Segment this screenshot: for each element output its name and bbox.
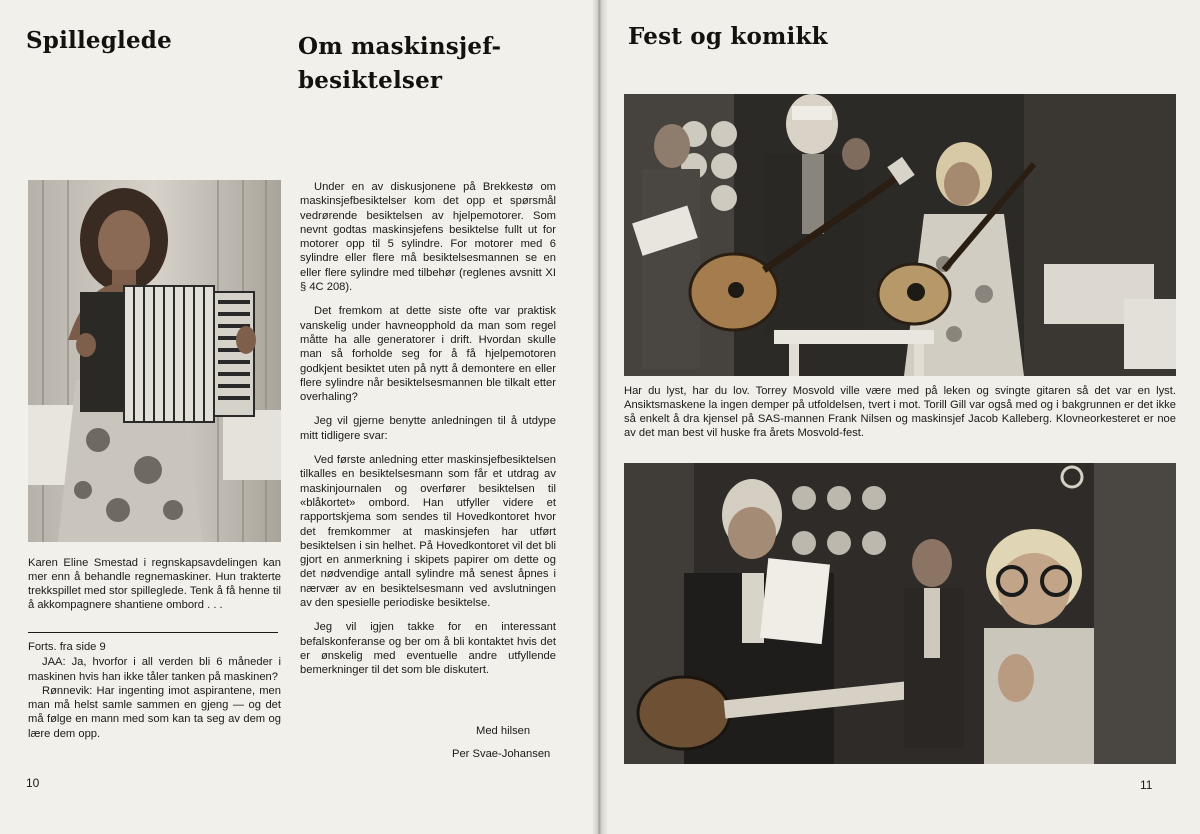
clown-masks-photo — [624, 463, 1176, 764]
article-paragraph-2: Det fremkom at dette siste ofte var praktisk vanskelig under havneopphold da man som regel måtte ha alle generatorer i drift. Hvordan skulle man så forholde seg for å få hjelpemotoren godkjent besiktet uten på nytt å demontere en eller flere sylindre når besiktelsesmannen ble tilkalt etter overhaling? — [300, 305, 556, 404]
guitar-photo-caption: Har du lyst, har du lov. Torrey Mosvold ville være med på leken og svingte gitaren så det var en lyst. Ansiktsmaskene la ingen demper på utfoldelsen, tvert i mot. Torill Gill var også med og i bakgrunnen er det ikke så enkelt å dra kjensel på SAS-mannen Frank Nilsen og maskinsjef Jacob Kalleberg. Klovneorkesteret er noe av det man best vil huske fra årets Mosvold-fest. — [624, 385, 1176, 439]
article-paragraph-1: Under en av diskusjonene på Brekkestø om maskinsjefbesiktelser kom det opp et spørsmål vedrørende besiktelsen av hjelpemotorer. Som nevnt godtas maskinsjefens besiktelse fullt ut for motorer opp til 5 sylindre. For motorer med 6 sylindre eller flere må besiktelsesmannen se en eller flere sylindre med tilbehør (reglenes avsnitt XI § 4C 208). — [300, 181, 556, 294]
continuation-divider — [28, 632, 278, 633]
clown-masks-illustration — [624, 463, 1176, 764]
headline-maskinsjef: Om maskinsjef-besiktelser — [298, 33, 502, 94]
headline-fest-og-komikk: Fest og komikk — [628, 23, 828, 50]
continuation-paragraph-1: JAA: Ja, hvorfor i all verden bli 6 måneder i maskinen hvis han ikke tåler tanken på maskinen? — [28, 656, 281, 683]
page-number-right: 11 — [1140, 778, 1153, 792]
accordion-player-photo — [28, 180, 281, 542]
guitar-party-illustration — [624, 94, 1176, 376]
article-paragraph-4: Ved første anledning etter maskinsjefbesiktelsen tilkalles en besiktelsesmann som får et utdrag av maskinjournalen og overfører besiktelsen til «blåkortet» ombord. Han utfyller videre et rapportskjema som sendes til Hovedkontoret hvor det fremkommer at maskinsjefen har utført besiktelsen i sin helhet. På Hovedkontoret vil det bli gjort en anmerkning i skipets papirer om dette og det nødvendige antall sylindre må senest åpnes i nærvær av en besiktelsesmann ved avslutningen av den spesielle periodiske besiktelse. — [300, 454, 556, 610]
spine-gutter — [592, 0, 608, 834]
accordion-photo-caption: Karen Eline Smestad i regnskapsavdelingen kan mer enn å behandle regnemaskiner. Hun trakterte trekkspillet med stor spilleglede. Tenk å få henne til å akkompagnere shantiene ombord . . . — [28, 557, 281, 611]
article-column — [300, 180, 556, 688]
signature-name: Per Svae-Johansen — [452, 748, 551, 760]
guitar-party-photo — [624, 94, 1176, 376]
signature-greeting: Med hilsen — [476, 725, 531, 737]
continuation-title: Forts. fra side 9 — [28, 641, 106, 653]
article-paragraph-3: Jeg vil gjerne benytte anledningen til å utdype mitt tidligere svar: — [300, 415, 556, 442]
page-number-left: 10 — [26, 776, 40, 790]
article-paragraph-5: Jeg vil igjen takke for en interessant befalskonferanse og ber om å bli kontaktet hvis det er ønskelig med eventuelle andre utfyllende bemerkninger til det som ble diskutert. — [300, 621, 556, 677]
accordion-player-illustration — [28, 180, 281, 542]
continuation-paragraph-2: Rønnevik: Har ingenting imot aspirantene, men man må helst samle sammen en gjeng — og det må følge en mann med som kan ta seg av dem og lære dem opp. — [28, 684, 281, 740]
show-through-text — [38, 62, 46, 92]
continuation-block — [28, 640, 281, 741]
headline-spilleglede: Spilleglede — [26, 27, 172, 54]
